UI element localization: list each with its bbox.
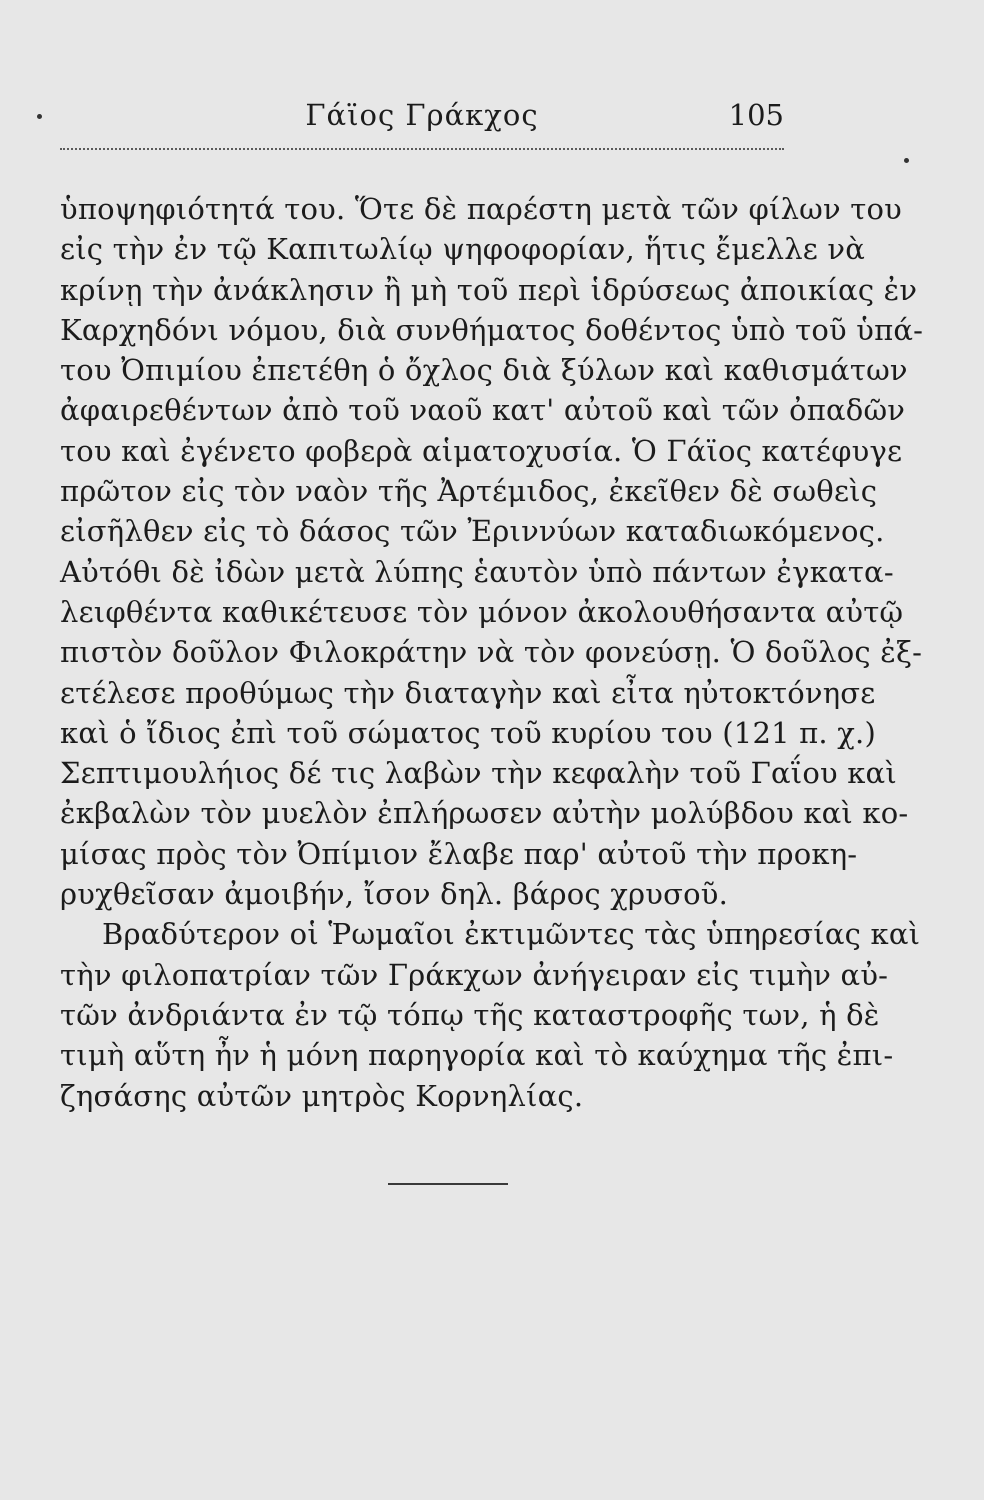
margin-speck [37, 114, 42, 119]
header-divider [60, 148, 784, 150]
text-line: καὶ ὁ ἴδιος ἐπὶ τοῦ σώματος τοῦ κυρίου του (121 π. χ.) [60, 715, 876, 750]
text-line: ρυχθεῖσαν ἀμοιβήν, ἴσον δηλ. βάρος χρυσοῦ. [60, 877, 728, 912]
text-line: λειφθέντα καθικέτευσε τὸν μόνον ἀκολουθήσαντα αὐτῷ [60, 594, 904, 629]
text-line: του καὶ ἐγένετο φοβερὰ αἱματοχυσία. Ὁ Γάϊος κατέφυγε [60, 433, 903, 468]
text-line: τὴν φιλοπατρίαν τῶν Γράκχων ἀνήγειραν εἰς τιμὴν αὐ- [60, 957, 889, 992]
text-line: του Ὀπιμίου ἐπετέθη ὁ ὄχλος διὰ ξύλων καὶ καθισμάτων [60, 353, 908, 388]
margin-speck [904, 158, 909, 163]
text-line: Σεπτιμουλήιος δέ τις λαβὼν τὴν κεφαλὴν τοῦ Γαΐου καὶ [60, 756, 897, 791]
text-line: Αὐτόθι δὲ ἰδὼν μετὰ λύπης ἑαυτὸν ὑπὸ πάντων ἐγκατα- [60, 554, 894, 589]
text-line: πρῶτον εἰς τὸν ναὸν τῆς Ἀρτέμιδος, ἐκεῖθεν δὲ σωθεὶς [60, 474, 878, 509]
text-line: μίσας πρὸς τὸν Ὀπίμιον ἔλαβε παρ' αὐτοῦ τὴν προκη- [60, 836, 858, 871]
text-line: ἀφαιρεθέντων ἀπὸ τοῦ ναοῦ κατ' αὐτοῦ καὶ τῶν ὀπαδῶν [60, 393, 906, 428]
body-text [60, 189, 924, 1116]
text-line: εἰσῆλθεν εἰς τὸ δάσος τῶν Ἐριννύων καταδιωκόμενος. [60, 514, 885, 549]
section-end-rule [388, 1183, 508, 1185]
text-line: Βραδύτερον οἱ Ῥωμαῖοι ἐκτιμῶντες τὰς ὑπηρεσίας καὶ [102, 917, 921, 952]
text-line: πιστὸν δοῦλον Φιλοκράτην νὰ τὸν φονεύσῃ. Ὁ δοῦλος ἐξ- [60, 635, 923, 670]
text-line: ἐκβαλὼν τὸν μυελὸν ἐπλήρωσεν αὐτὴν μολύβδου καὶ κο- [60, 796, 909, 831]
text-line: ὑποψηφιότητά του. Ὅτε δὲ παρέστη μετὰ τῶν φίλων του [60, 192, 902, 226]
text-line: εἰς τὴν ἐν τῷ Καπιτωλίῳ ψηφοφορίαν, ἥτις ἔμελλε νὰ [60, 232, 866, 267]
text-line: τῶν ἀνδριάντα ἐν τῷ τόπῳ τῆς καταστροφῆς των, ἡ δὲ [60, 997, 880, 1032]
text-line: ετέλεσε προθύμως τὴν διαταγὴν καὶ εἶτα ηὐτοκτόνησε [60, 675, 876, 710]
running-title: Γάϊος Γράκχος [305, 98, 539, 132]
text-line: τιμὴ αὕτη ἦν ἡ μόνη παρηγορία καὶ τὸ καύχημα τῆς ἐπι- [60, 1038, 894, 1073]
text-line: κρίνῃ τὴν ἀνάκλησιν ἢ μὴ τοῦ περὶ ἱδρύσεως ἀποικίας ἐν [60, 272, 918, 307]
text-line: Καρχηδόνι νόμου, διὰ συνθήματος δοθέντος ὑπὸ τοῦ ὑπά- [60, 312, 924, 347]
page-header [60, 98, 784, 138]
text-line: ζησάσης αὐτῶν μητρὸς Κορνηλίας. [60, 1078, 584, 1113]
page-number: 105 [728, 98, 784, 132]
